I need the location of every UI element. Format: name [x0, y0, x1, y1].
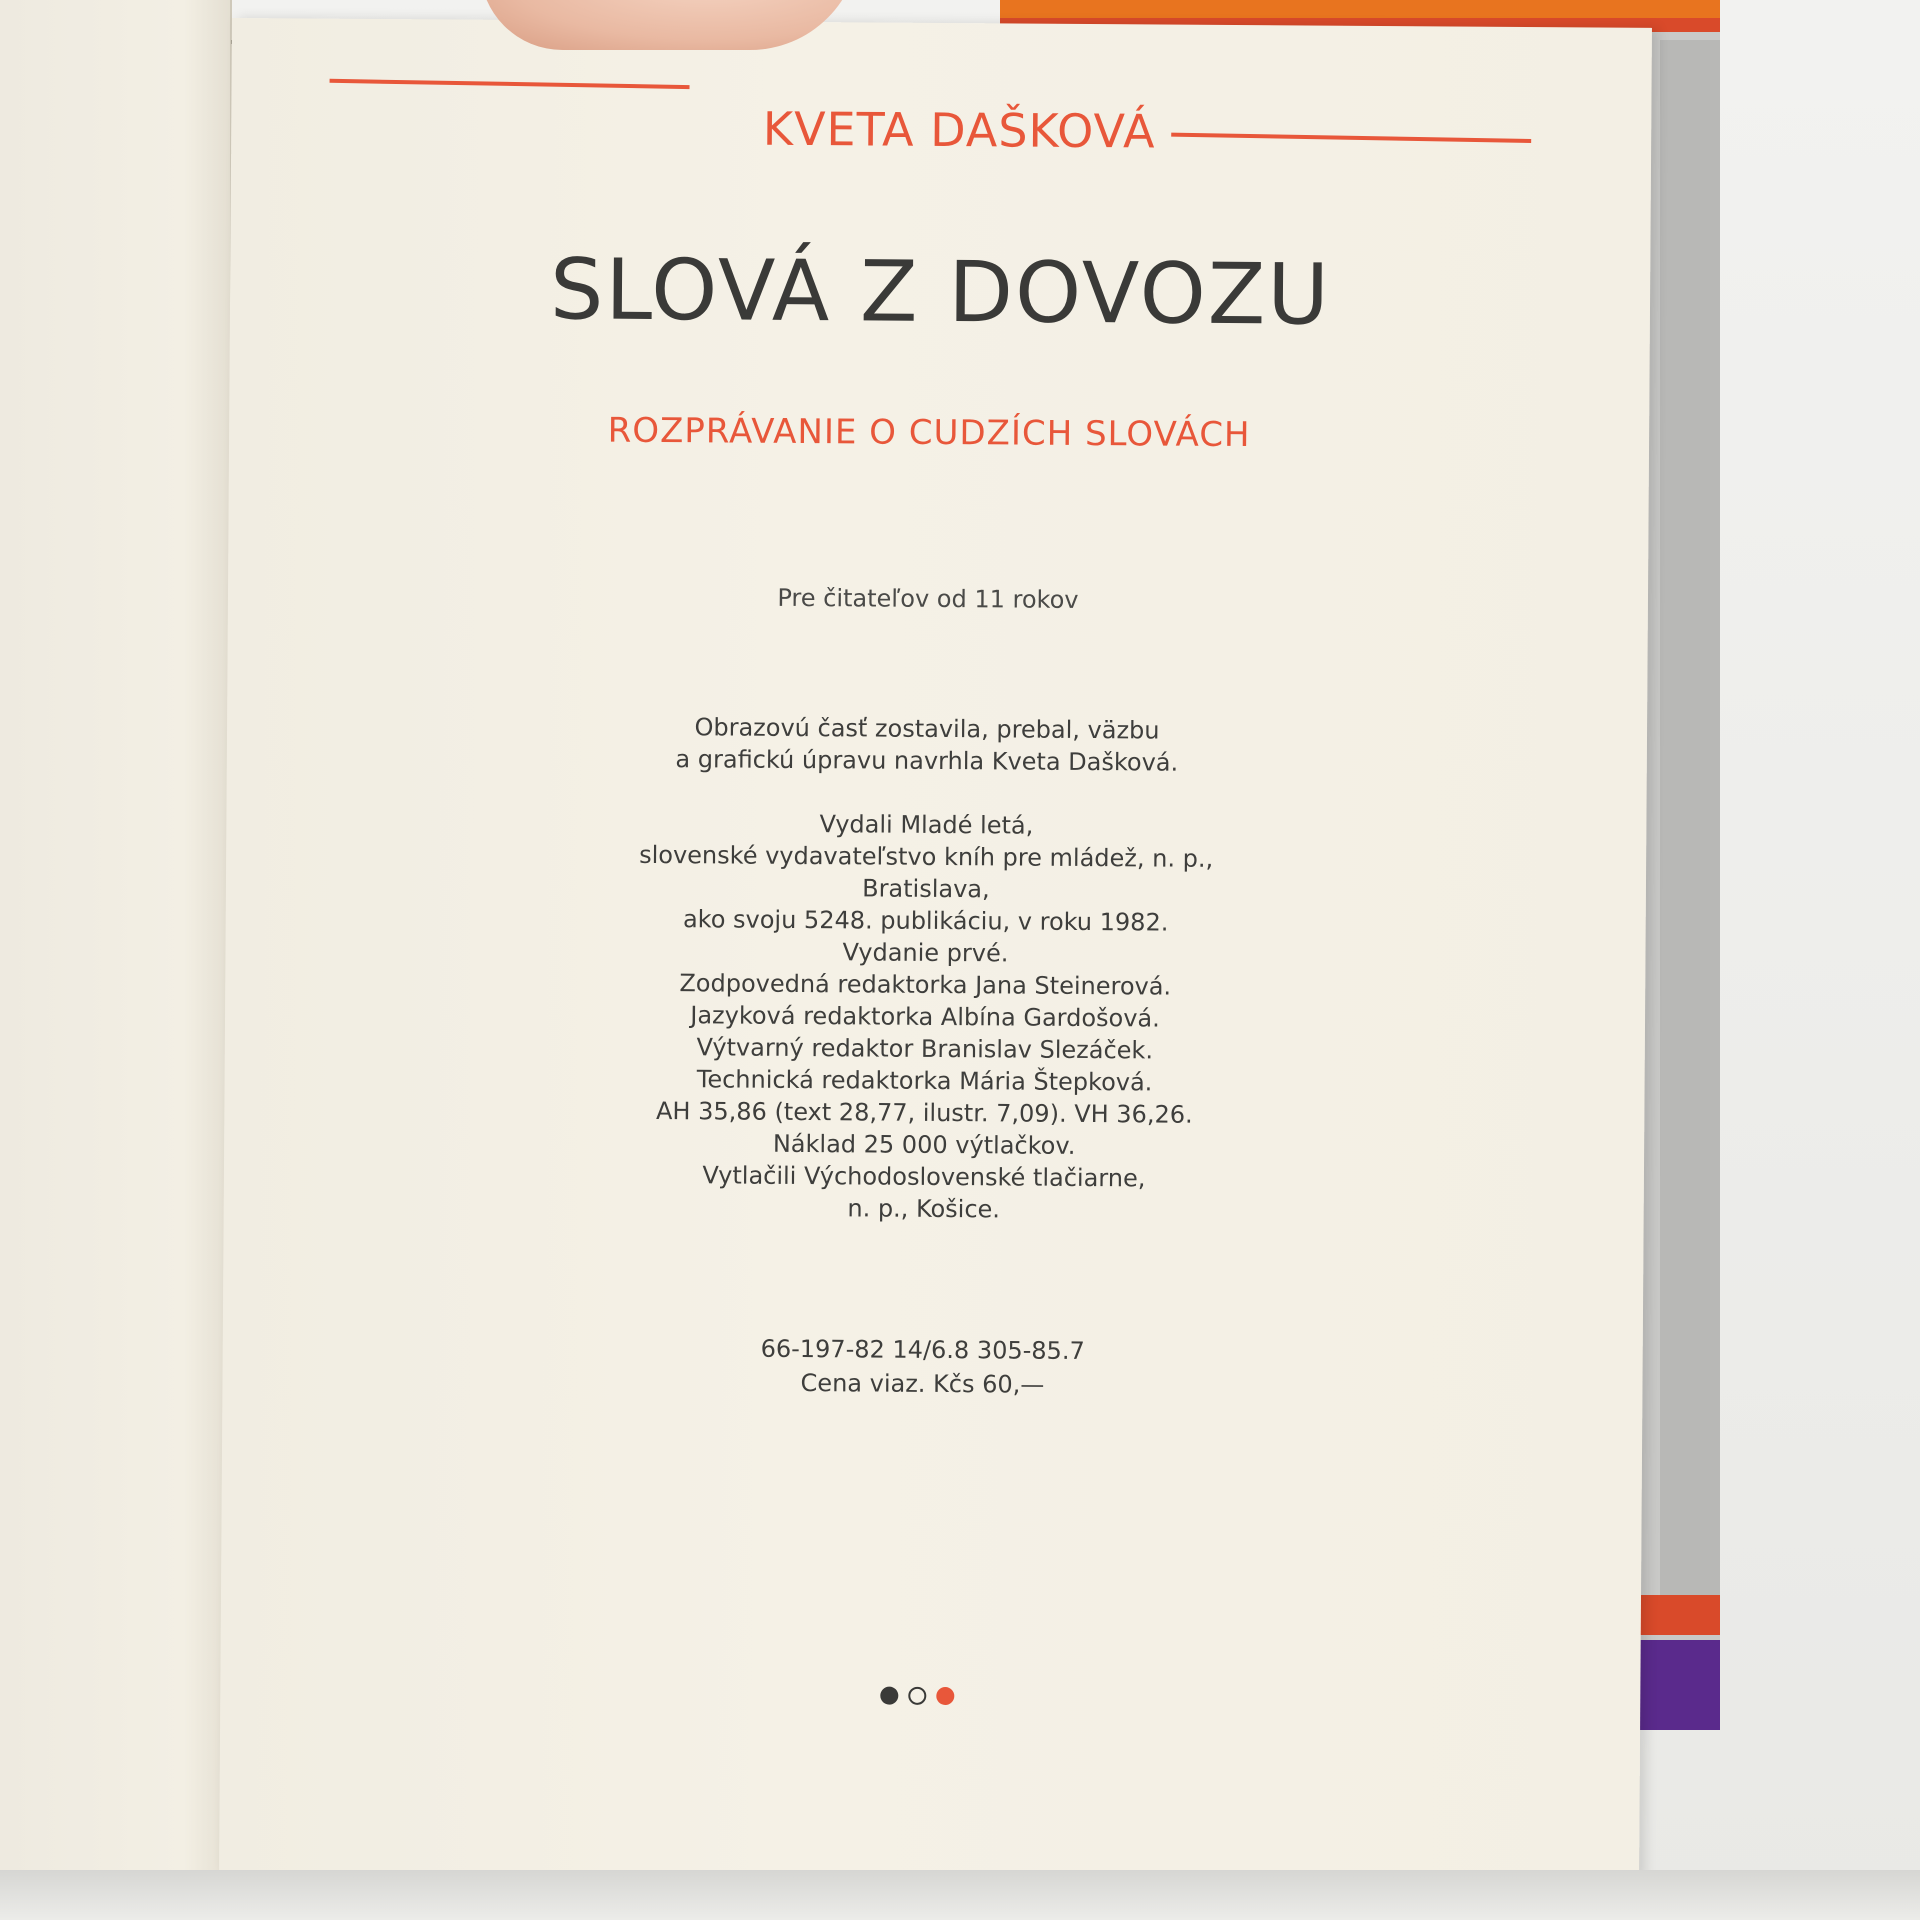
imprint-line: Vydali Mladé letá,: [819, 810, 1034, 840]
credit-line: Obrazovú časť zostavila, prebal, väzbu: [694, 713, 1160, 745]
imprint-block: [524, 710, 1328, 1228]
imprint-line: Bratislava,: [862, 874, 990, 904]
catalog-codes: [622, 1331, 1222, 1403]
logo-dot-filled: [880, 1687, 898, 1705]
publisher-logo-icon: [880, 1683, 970, 1712]
catalog-number: 66-197-82 14/6.8 305-85.7: [760, 1334, 1085, 1365]
age-recommendation: Pre čitateľov od 11 rokov: [777, 583, 1079, 614]
logo-dot-outline: [908, 1687, 926, 1705]
author-name: KVETA DAŠKOVÁ: [762, 101, 1156, 159]
imprint-line: Technická redaktorka Mária Štepková.: [696, 1065, 1153, 1097]
cover-stripe-orange: [1000, 0, 1720, 18]
author-rule-left: [330, 79, 690, 89]
imprint-line: Jazyková redaktorka Albína Gardošová.: [690, 1001, 1160, 1033]
author-rule-right: [1171, 133, 1531, 143]
imprint-line: slovenské vydavateľstvo kníh pre mládež, n. p.,: [639, 840, 1214, 873]
price: Cena viaz. Kčs 60,—: [800, 1369, 1045, 1399]
book-title: SLOVÁ Z DOVOZU: [549, 240, 1332, 344]
cover-bottom-purple: [1640, 1640, 1720, 1730]
left-page: [0, 0, 232, 1870]
cover-bottom-red: [1640, 1595, 1720, 1635]
table-surface: [0, 1870, 1920, 1920]
imprint-line: Vydanie prvé.: [842, 938, 1009, 968]
cover-edge-strip: [1660, 40, 1720, 1600]
logo-dot-accent: [936, 1687, 954, 1705]
book-subtitle: ROZPRÁVANIE O CUDZÍCH SLOVÁCH: [607, 410, 1251, 456]
imprint-line: ako svoju 5248. publikáciu, v roku 1982.: [682, 905, 1169, 937]
imprint-line: Náklad 25 000 výtlačkov.: [772, 1129, 1076, 1160]
imprint-line: AH 35,86 (text 28,77, ilustr. 7,09). VH 36,26.: [655, 1096, 1193, 1129]
imprint-line: Vytlačili Východoslovenské tlačiarne,: [702, 1161, 1146, 1193]
title-page: [219, 18, 1652, 1880]
imprint-line: Zodpovedná redaktorka Jana Steinerová.: [679, 969, 1172, 1001]
imprint-line: Výtvarný redaktor Branislav Slezáček.: [696, 1033, 1154, 1065]
imprint-line: n. p., Košice.: [847, 1194, 1001, 1224]
credit-line: a grafickú úpravu navrhla Kveta Dašková.: [675, 745, 1179, 777]
